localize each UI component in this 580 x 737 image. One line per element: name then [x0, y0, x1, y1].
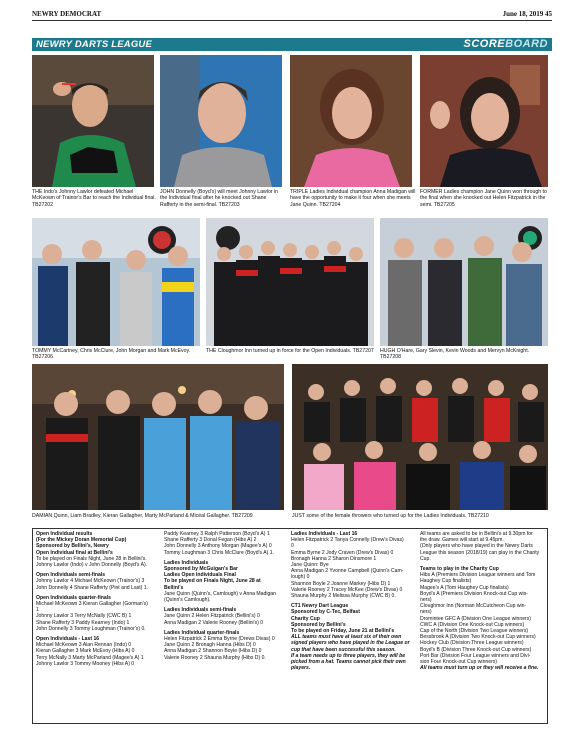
photo-group-quinn: [32, 364, 284, 510]
results-line: Michael McKeown 3 Kieran Gallagher (Gorman's): [36, 601, 148, 608]
results-line: Johnny Lawlor 4 Michael McKeown (Trainor's) 3: [36, 578, 145, 585]
results-line: (Only players who have played in the Newry Darts: [420, 543, 533, 550]
results-line: Hibs A (Premiers Division League winners and Tom: [420, 572, 536, 579]
photo-jane-quinn: [420, 55, 548, 187]
results-line: Haughey Cup finalists): [420, 578, 472, 585]
results-heading: Sponsored by McGuigan's Bar: [164, 566, 238, 573]
photo-johnny-lawlor: [32, 55, 154, 187]
results-heading: Teams to play in the Charity Cup: [420, 566, 499, 573]
results-heading: Sponsored by C-Tec, Belfast: [291, 609, 360, 616]
photo-group-ohare: [380, 218, 548, 346]
photo-anna-madigan: [290, 55, 412, 187]
results-line: Dromintee GFC A (Division One League winners): [420, 615, 531, 622]
caption-8: DAMIAN Quinn, Liam Bradley, Kieran Gallagher, Marty McParland & Micéal Gallagher. TB27209: [32, 513, 253, 519]
results-heading: Ladies Individuals semi-finals: [164, 607, 237, 614]
page-header: [32, 10, 552, 20]
results-heading: Ladies Individuals: [164, 559, 209, 566]
caption-5: TOMMY McCartney, Chris McClure, John Morgan and Mark McEvoy. TB27206: [32, 348, 191, 361]
results-line: Jane Quinn (Quinn's, Camlough) v Anna Madigan: [164, 590, 276, 597]
results-column-2: [164, 531, 286, 661]
results-heading: Bellini's: [164, 584, 184, 591]
results-heading: Charity Cup: [291, 615, 320, 622]
photo-ladies-group: [292, 364, 548, 510]
results-heading: Open Individual final at Bellini's: [36, 549, 113, 556]
photo-john-donnelly: [160, 55, 282, 187]
results-line: Shane Rafferty 3 Donal Fegan (Hibs A) 2: [164, 537, 257, 544]
results-line: Shane Rafferty 3 Paddy Kearney (Indo) 1: [36, 619, 130, 626]
results-heading: Sponsored by Bellini's, Newry: [36, 543, 109, 550]
results-line: ALL teams must have at least six of their own: [291, 634, 402, 641]
results-column-3: [291, 531, 415, 671]
results-line: ners): [420, 609, 432, 616]
results-box: [32, 528, 548, 724]
newspaper-name: NEWRY DEMOCRAT: [32, 10, 102, 18]
results-heading: Sponsored by Bellini's: [291, 621, 346, 628]
results-line: Port Bar (Division Four League winners and Divi-: [420, 652, 531, 659]
caption-3: TRIPLE Ladies Individual champion Anna Madigan will have the opportunity to make it four when she meets Jane Quinn. TB27204: [290, 189, 416, 208]
results-heading: To be played on Friday, June 21 at Bellini's: [291, 628, 395, 635]
results-line: Helen Fitzpatrick 2 Emma Byrne (Drews Divas) 0: [164, 636, 275, 643]
scoreboard-logo: [464, 38, 548, 51]
logo-score: SCORE: [463, 38, 506, 50]
results-line: Jane Quinn 2 Bronagh Hanna (Hibs D) 0: [164, 642, 256, 649]
results-line: Anna Madigan 2 Valerie Rooney (Bellini's) 0: [164, 619, 264, 626]
results-line: cup that have been successful this season.: [291, 646, 396, 653]
results-line: Boyd's B (Division Three Knock-out Cup winners): [420, 646, 532, 653]
results-line: Paddy Kearney 3 Ralph Patterson (Boyd's A) 1: [164, 531, 270, 537]
results-line: League this season (2018/19) can play in the Charity: [420, 549, 540, 556]
caption-4: FORMER Ladies champion Jane Quinn won through to the final when she knocked out Helen Fitzpatrick in the semi. TB27205: [420, 189, 547, 208]
results-line: Shauna Murphy 2 Melissa Murphy (CWC B) 0.: [291, 593, 396, 600]
results-line: Tommy Loughman 3 Chris McClure (Boyd's A) 1.: [164, 549, 274, 556]
results-line: Shannon Boyle 2 Joanne Markey (Hibs D) 1: [291, 580, 391, 587]
results-line: Helen Fitzpatrick 2 Tanya Connelly (Drew's Divas): [291, 537, 404, 544]
results-line: Valerie Rooney 2 Tracey McKee (Drew's Divas) 0: [291, 586, 403, 593]
caption-6: THE Cloughmor Inn turned up in force for the Open Individuals. TB27207: [206, 348, 374, 354]
header-rule: [32, 20, 552, 21]
results-line: All teams are asked to be in Bellini's at 9.30pm for: [420, 531, 533, 537]
results-line: (Quinn's Camlough).: [164, 597, 211, 604]
results-line: picked from a hat. Teams cannot pick their own: [291, 659, 406, 666]
caption-1: THE Indo's Johnny Lawlor defeated Michael McKeown of Trainor's Bar to reach the Individual final. TB27202: [32, 189, 156, 208]
results-line: lough) 0: [291, 574, 310, 581]
results-line: Cap of the North (Division Two League winners): [420, 628, 529, 635]
results-heading: Open Individuals quarter-finals: [36, 594, 112, 601]
results-heading: Open Individuals semi-finals: [36, 572, 106, 579]
results-heading: Ladies Individual quarter-finals: [164, 629, 240, 636]
photo-cloughmor-inn: [206, 218, 374, 346]
results-heading: Open Individual results: [36, 531, 93, 537]
photo-group-mccartney: [32, 218, 200, 346]
results-line: Michael McKeown 3 Alan Rennan (Indo) 0: [36, 642, 132, 649]
results-line: Hockey Club (Division Three League winners): [420, 640, 524, 647]
caption-9: JUST some of the female throwers who turned up for the Ladies Individuals. TB27210: [292, 513, 489, 519]
results-line: sion Four Knock-out Cup winners): [420, 659, 498, 666]
results-heading: Ladies Open Individuals Final: [164, 572, 236, 579]
logo-board: BOARD: [505, 38, 548, 50]
results-line: Jane Quinn 2 Helen Fitzpatrick (Bellini's) 0: [164, 613, 260, 620]
results-line: John Donnelly 3 Tommy Loughman (Trainor's) 0.: [36, 625, 146, 632]
caption-2: JOHN Donnelly (Boyd's) will meet Johnny Lawlor in the Individual final after he knocked out Shane Rafferty in the semi-final. TB27203: [160, 189, 279, 208]
page-date: June 18, 2019 45: [502, 10, 552, 18]
results-heading: Open Individuals - Last 16: [36, 636, 100, 643]
results-line: signed players who have played in the League or: [291, 640, 410, 647]
results-line: Emma Byrne 2 Jody Craven (Drew's Divas) 0: [291, 549, 394, 556]
results-line: Boyd's A (Premiers Division Knock-out Cup win-: [420, 590, 528, 597]
results-line: 1: [36, 607, 39, 614]
results-line: Jane Quinn: Bye: [291, 562, 329, 569]
section-band: [32, 38, 552, 51]
results-column-4: [420, 531, 546, 671]
results-line: ners): [420, 597, 432, 604]
results-line: Bessbrook A (Division Two Knock-out Cup winners): [420, 634, 536, 641]
results-line: Terry McNally 3 Marty McParland (Magee's A) 1: [36, 654, 144, 661]
results-line: the draw. Games will start at 9.45pm.: [420, 537, 504, 544]
section-title: NEWRY DARTS LEAGUE: [36, 39, 153, 50]
results-heading: Ladies Individuals - Last 16: [291, 531, 358, 537]
results-heading: (For the Mickey Doran Memorial Cup): [36, 537, 127, 544]
results-line: Valerie Rooney 2 Shauna Murphy (Hibs D) 0.: [164, 654, 266, 661]
caption-7: HUGH O'Hare, Gary Slevin, Kevin Woods and Mervyn McKnight. TB27208: [380, 348, 530, 361]
results-line: Kieran Gallagher 3 Mark McEvoy (Hibs A) 0: [36, 648, 135, 655]
results-line: Johnny Lawlor 3 Terry McNally (CWC B) 1: [36, 613, 132, 620]
results-line: To be played on Finals Night, June 28 in Bellini's.: [36, 555, 147, 562]
results-line: Anna Madigan 2 Yvonne Campbell (Quinn's Cam-: [291, 568, 404, 575]
results-line: Anna Madigan 2 Shannon Boyle (Hibs D) 0: [164, 648, 262, 655]
results-line: John Donnelly 4 Shane Rafferty (Pint and Last) 1.: [36, 584, 149, 591]
results-line: Bronagh Hanna 2 Sharon Dinsmore 1: [291, 555, 377, 562]
results-line: Johnny Lawlor (Indo) v John Donnelly (Boyd's A).: [36, 562, 148, 569]
results-line: All teams must turn up or they will receive a fine.: [420, 665, 539, 672]
results-line: players.: [291, 665, 311, 672]
results-line: CWC A (Division One Knock-out Cup winners): [420, 621, 525, 628]
results-line: Cloughmor Inn (Norman McCutcheon Cup win-: [420, 603, 527, 610]
results-heading: CT1 Newry Dart League: [291, 603, 349, 610]
results-heading: To be played on Finals Night, June 28 at: [164, 578, 261, 585]
results-line: John Donnelly 3 Anthony Morgan (Magee's A) 0: [164, 543, 272, 550]
results-line: Magee's A (Tom Haughey Cup finalists): [420, 584, 509, 591]
results-line: 0: [291, 543, 294, 550]
results-column-1: [36, 531, 158, 667]
results-line: If a team needs up to three players, they will be: [291, 652, 406, 659]
results-line: Johnny Lawlor 3 Tommy Mooney (Hibs A) 0: [36, 660, 135, 667]
results-line: Cup.: [420, 555, 431, 562]
